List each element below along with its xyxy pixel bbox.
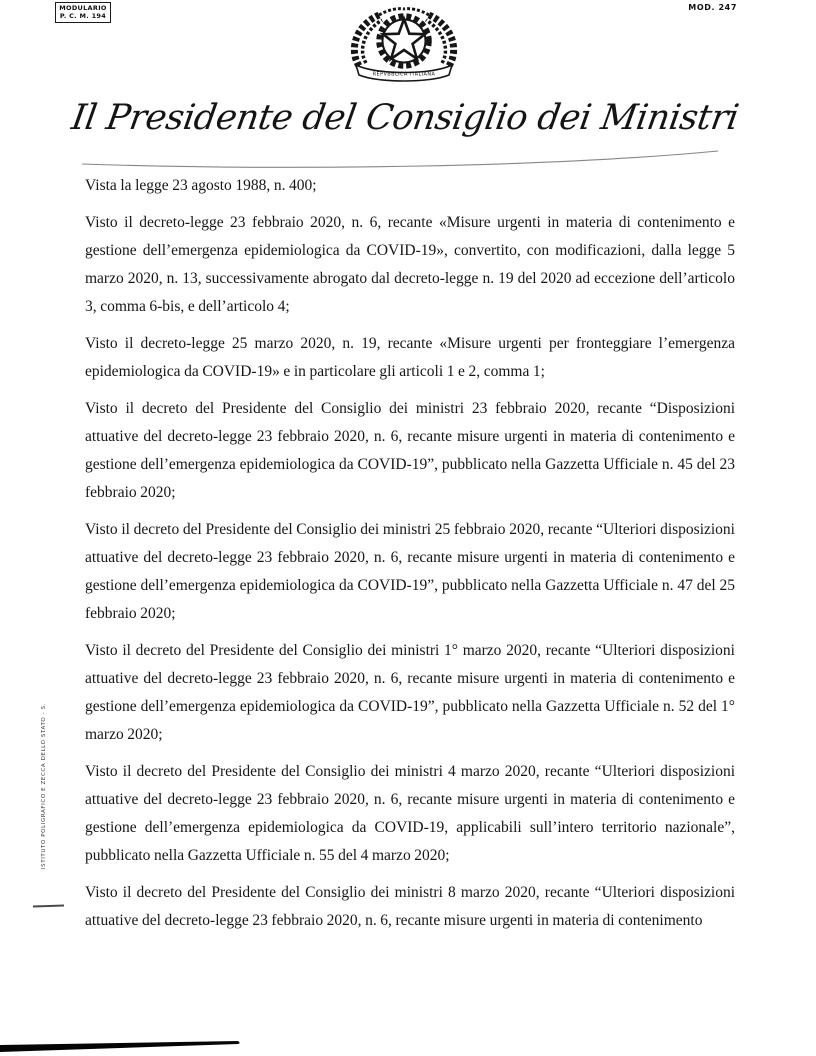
modulario-stamp-box — [55, 2, 111, 23]
wreath-right-branch — [429, 15, 454, 66]
recital-paragraph: Visto il decreto-legge 25 marzo 2020, n. 19, recante «Misure urgenti per fronteggiare l’emergenza epidemiologica da COVID-19» e in particolare gli articoli 1 e 2, comma 1; — [85, 335, 735, 380]
recital-paragraph: Visto il decreto del Presidente del Consiglio dei ministri 23 febbraio 2020, recante “Disposizioni attuative del decreto-legge 23 febbraio 2020, n. 6, recante misure urgenti in materia di contenimento e gestione dell’emergenza epidemiologica da COVID-19”, pubblicato nella Gazzetta Ufficiale n. 45 del 23 febbraio 2020; — [85, 400, 735, 501]
recital-paragraph: Visto il decreto-legge 23 febbraio 2020, n. 6, recante «Misure urgenti in materia di contenimento e gestione dell’emergenza epidemiologica da COVID-19», convertito, con modificazioni, dalla legge 5 marzo 2020, n. 13, successivamente abrogato dal decreto-legge n. 19 del 2020 ad eccezione dell’articolo 3, comma 6-bis, e dell’articolo 4; — [85, 214, 735, 315]
modulario-line2: P. C. M. 194 — [59, 12, 107, 20]
title-flourish-stroke — [80, 148, 720, 170]
ribbon-banner-text: REPVBBLICA ITALIANA — [372, 71, 436, 78]
recital-paragraph: Visto il decreto del Presidente del Consiglio dei ministri 1° marzo 2020, recante “Ulteriori disposizioni attuative del decreto-legge 23 febbraio 2020, n. 6, recante misure urgenti in materia di contenimento e gestione dell’emergenza epidemiologica da COVID-19”, pubblicato nella Gazzetta Ufficiale n. 52 del 1° marzo 2020; — [85, 642, 735, 743]
italian-republic-emblem-icon — [341, 6, 467, 84]
recital-paragraph: Visto il decreto del Presidente del Consiglio dei ministri 25 febbraio 2020, recante “Ulteriori disposizioni attuative del decreto-legge 23 febbraio 2020, n. 6, recante misure urgenti in materia di contenimento e gestione dell’emergenza epidemiologica da COVID-19”, pubblicato nella Gazzetta Ufficiale n. 47 del 25 febbraio 2020; — [85, 521, 735, 622]
recital-paragraph: Vista la legge 23 agosto 1988, n. 400; — [85, 177, 317, 194]
recital-paragraph: Visto il decreto del Presidente del Consiglio dei ministri 8 marzo 2020, recante “Ulteriori disposizioni attuative del decreto-legge 23 febbraio 2020, n. 6, recante misure urgenti in materia di contenimento — [85, 884, 735, 929]
recital-paragraph: Visto il decreto del Presidente del Consiglio dei ministri 4 marzo 2020, recante “Ulteriori disposizioni attuative del decreto-legge 23 febbraio 2020, n. 6, recante misure urgenti in materia di contenimento e gestione dell’emergenza epidemiologica da COVID-19, applicabili sull’intero territorio nazionale”, pubblicato nella Gazzetta Ufficiale n. 55 del 4 marzo 2020; — [85, 763, 735, 864]
printer-imprint-vertical: ISTITUTO POLIGRAFICO E ZECCA DELLO STATO - S. — [41, 702, 47, 870]
scan-edge-line — [0, 1038, 260, 1054]
recitals-text-block — [85, 172, 735, 944]
page-title-calligraphic: Il Presidente del Consiglio dei Ministri — [68, 98, 742, 138]
mod-number-label: MOD. 247 — [688, 3, 737, 12]
modulario-line1: MODULARIO — [59, 4, 107, 12]
scan-dash-artifact — [33, 904, 64, 907]
wreath-left-branch — [354, 15, 379, 66]
